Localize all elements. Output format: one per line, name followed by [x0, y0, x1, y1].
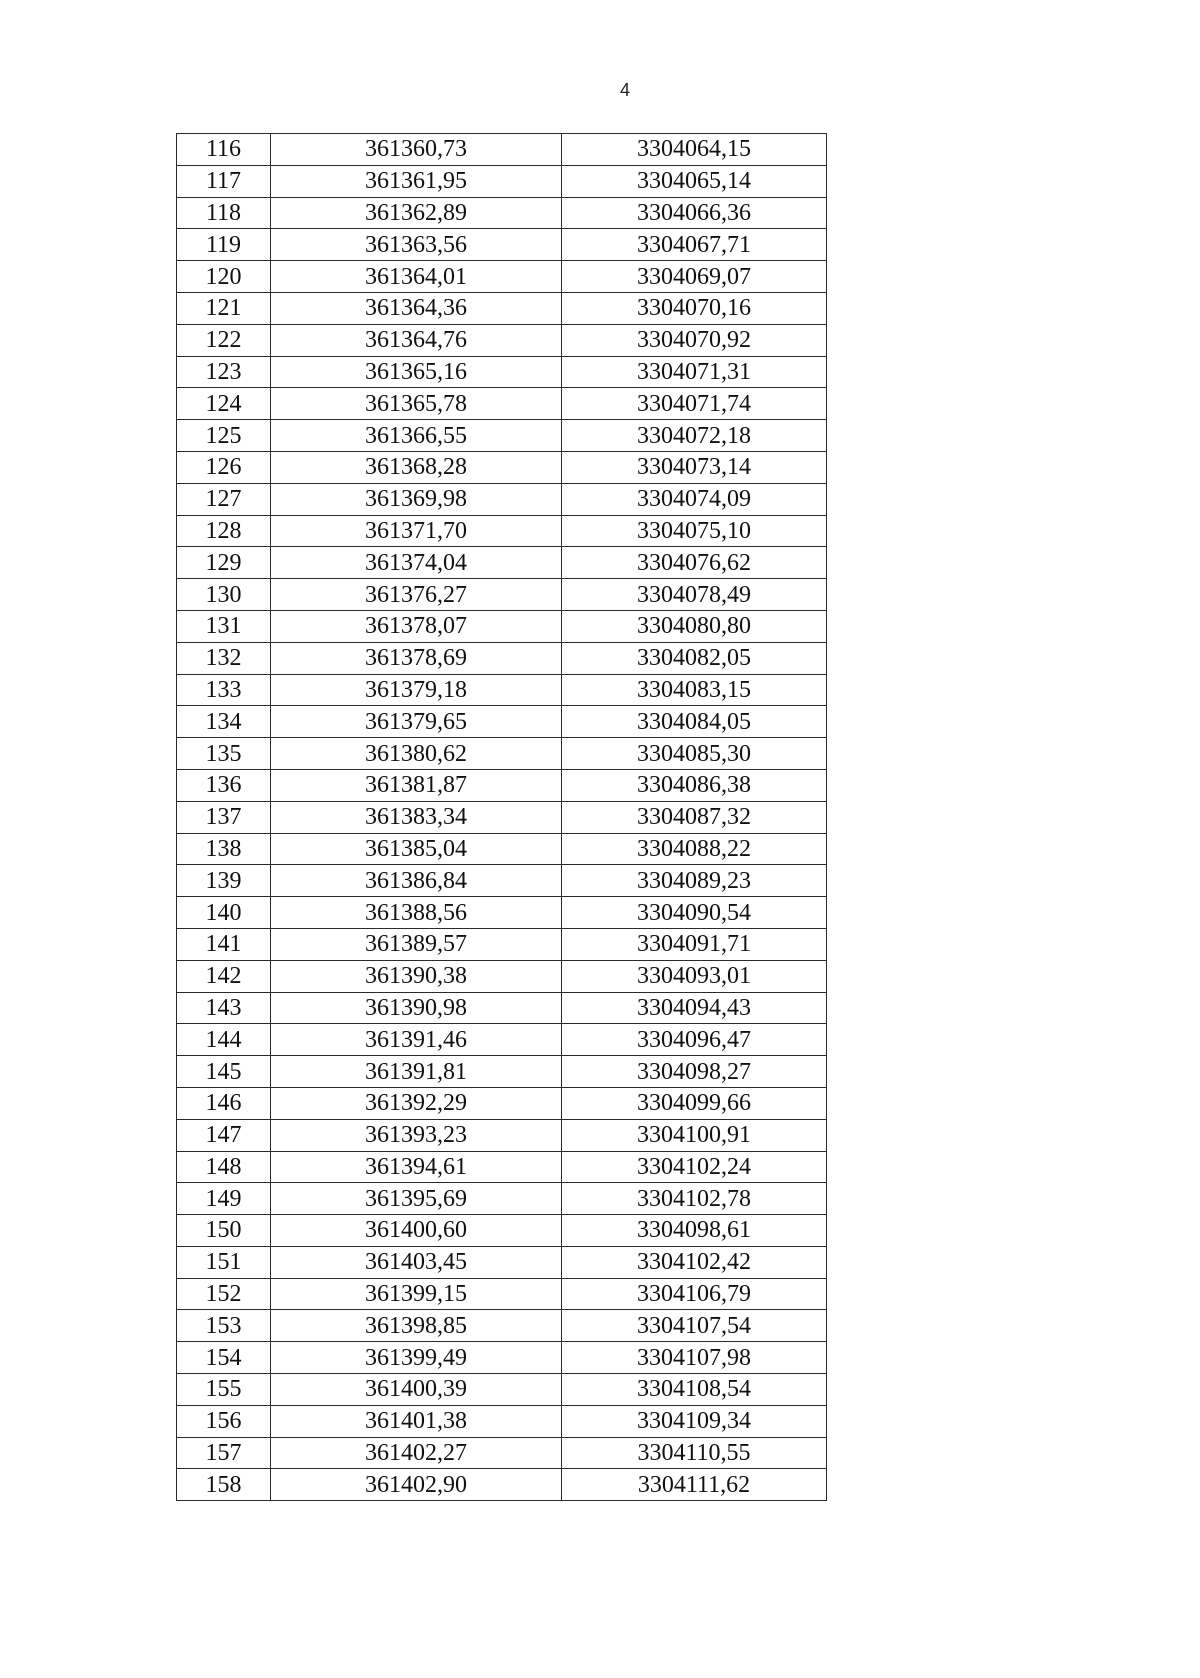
point-number-cell: 126: [177, 451, 271, 483]
table-row: [177, 1183, 827, 1215]
y-coordinate-cell: 3304098,27: [562, 1056, 827, 1088]
x-coordinate-cell: 361380,62: [271, 738, 562, 770]
table-row: [177, 801, 827, 833]
y-coordinate-cell: 3304111,62: [562, 1469, 827, 1501]
table-row: [177, 324, 827, 356]
point-number-cell: 128: [177, 515, 271, 547]
y-coordinate-cell: 3304102,42: [562, 1246, 827, 1278]
y-coordinate-cell: 3304066,36: [562, 197, 827, 229]
table-row: [177, 1310, 827, 1342]
x-coordinate-cell: 361388,56: [271, 897, 562, 929]
point-number-cell: 142: [177, 960, 271, 992]
table-row: [177, 388, 827, 420]
y-coordinate-cell: 3304098,61: [562, 1215, 827, 1247]
point-number-cell: 155: [177, 1374, 271, 1406]
point-number-cell: 154: [177, 1342, 271, 1374]
y-coordinate-cell: 3304091,71: [562, 928, 827, 960]
point-number-cell: 146: [177, 1087, 271, 1119]
table-row: [177, 706, 827, 738]
point-number-cell: 131: [177, 610, 271, 642]
y-coordinate-cell: 3304067,71: [562, 229, 827, 261]
x-coordinate-cell: 361393,23: [271, 1119, 562, 1151]
y-coordinate-cell: 3304100,91: [562, 1119, 827, 1151]
point-number-cell: 145: [177, 1056, 271, 1088]
y-coordinate-cell: 3304064,15: [562, 134, 827, 166]
x-coordinate-cell: 361374,04: [271, 547, 562, 579]
table-row: [177, 992, 827, 1024]
x-coordinate-cell: 361400,39: [271, 1374, 562, 1406]
table-row: [177, 642, 827, 674]
point-number-cell: 149: [177, 1183, 271, 1215]
x-coordinate-cell: 361390,38: [271, 960, 562, 992]
point-number-cell: 122: [177, 324, 271, 356]
point-number-cell: 158: [177, 1469, 271, 1501]
point-number-cell: 137: [177, 801, 271, 833]
table-row: [177, 292, 827, 324]
y-coordinate-cell: 3304088,22: [562, 833, 827, 865]
x-coordinate-cell: 361402,90: [271, 1469, 562, 1501]
x-coordinate-cell: 361361,95: [271, 165, 562, 197]
y-coordinate-cell: 3304085,30: [562, 738, 827, 770]
x-coordinate-cell: 361385,04: [271, 833, 562, 865]
y-coordinate-cell: 3304109,34: [562, 1405, 827, 1437]
point-number-cell: 150: [177, 1215, 271, 1247]
table-row: [177, 356, 827, 388]
table-row: [177, 1151, 827, 1183]
table-row: [177, 1246, 827, 1278]
point-number-cell: 152: [177, 1278, 271, 1310]
x-coordinate-cell: 361379,18: [271, 674, 562, 706]
x-coordinate-cell: 361376,27: [271, 579, 562, 611]
y-coordinate-cell: 3304078,49: [562, 579, 827, 611]
table-row: [177, 928, 827, 960]
point-number-cell: 116: [177, 134, 271, 166]
point-number-cell: 134: [177, 706, 271, 738]
y-coordinate-cell: 3304089,23: [562, 865, 827, 897]
x-coordinate-cell: 361364,01: [271, 261, 562, 293]
table-row: [177, 865, 827, 897]
table-row: [177, 769, 827, 801]
point-number-cell: 120: [177, 261, 271, 293]
x-coordinate-cell: 361379,65: [271, 706, 562, 738]
y-coordinate-cell: 3304086,38: [562, 769, 827, 801]
x-coordinate-cell: 361364,36: [271, 292, 562, 324]
x-coordinate-cell: 361399,49: [271, 1342, 562, 1374]
x-coordinate-cell: 361360,73: [271, 134, 562, 166]
point-number-cell: 118: [177, 197, 271, 229]
point-number-cell: 141: [177, 928, 271, 960]
x-coordinate-cell: 361391,46: [271, 1024, 562, 1056]
y-coordinate-cell: 3304074,09: [562, 483, 827, 515]
point-number-cell: 117: [177, 165, 271, 197]
x-coordinate-cell: 361364,76: [271, 324, 562, 356]
table-row: [177, 420, 827, 452]
x-coordinate-cell: 361389,57: [271, 928, 562, 960]
x-coordinate-cell: 361394,61: [271, 1151, 562, 1183]
y-coordinate-cell: 3304073,14: [562, 451, 827, 483]
point-number-cell: 156: [177, 1405, 271, 1437]
coordinates-table-body: [177, 134, 827, 1501]
x-coordinate-cell: 361392,29: [271, 1087, 562, 1119]
coordinates-table: [176, 133, 827, 1501]
table-row: [177, 1215, 827, 1247]
x-coordinate-cell: 361402,27: [271, 1437, 562, 1469]
x-coordinate-cell: 361395,69: [271, 1183, 562, 1215]
y-coordinate-cell: 3304070,92: [562, 324, 827, 356]
x-coordinate-cell: 361369,98: [271, 483, 562, 515]
point-number-cell: 136: [177, 769, 271, 801]
y-coordinate-cell: 3304084,05: [562, 706, 827, 738]
table-row: [177, 1469, 827, 1501]
table-row: [177, 197, 827, 229]
table-row: [177, 579, 827, 611]
x-coordinate-cell: 361403,45: [271, 1246, 562, 1278]
y-coordinate-cell: 3304083,15: [562, 674, 827, 706]
table-row: [177, 1342, 827, 1374]
point-number-cell: 129: [177, 547, 271, 579]
x-coordinate-cell: 361381,87: [271, 769, 562, 801]
table-row: [177, 833, 827, 865]
x-coordinate-cell: 361368,28: [271, 451, 562, 483]
x-coordinate-cell: 361371,70: [271, 515, 562, 547]
x-coordinate-cell: 361363,56: [271, 229, 562, 261]
y-coordinate-cell: 3304076,62: [562, 547, 827, 579]
point-number-cell: 148: [177, 1151, 271, 1183]
x-coordinate-cell: 361391,81: [271, 1056, 562, 1088]
y-coordinate-cell: 3304080,80: [562, 610, 827, 642]
x-coordinate-cell: 361378,07: [271, 610, 562, 642]
table-row: [177, 1437, 827, 1469]
table-row: [177, 1024, 827, 1056]
y-coordinate-cell: 3304094,43: [562, 992, 827, 1024]
point-number-cell: 125: [177, 420, 271, 452]
y-coordinate-cell: 3304082,05: [562, 642, 827, 674]
table-row: [177, 1087, 827, 1119]
table-row: [177, 1056, 827, 1088]
point-number-cell: 130: [177, 579, 271, 611]
table-row: [177, 134, 827, 166]
table-row: [177, 674, 827, 706]
point-number-cell: 119: [177, 229, 271, 261]
table-row: [177, 1405, 827, 1437]
x-coordinate-cell: 361383,34: [271, 801, 562, 833]
table-row: [177, 1278, 827, 1310]
point-number-cell: 132: [177, 642, 271, 674]
y-coordinate-cell: 3304096,47: [562, 1024, 827, 1056]
point-number-cell: 140: [177, 897, 271, 929]
point-number-cell: 151: [177, 1246, 271, 1278]
point-number-cell: 147: [177, 1119, 271, 1151]
point-number-cell: 153: [177, 1310, 271, 1342]
x-coordinate-cell: 361386,84: [271, 865, 562, 897]
x-coordinate-cell: 361365,78: [271, 388, 562, 420]
y-coordinate-cell: 3304071,31: [562, 356, 827, 388]
table-row: [177, 960, 827, 992]
point-number-cell: 124: [177, 388, 271, 420]
x-coordinate-cell: 361378,69: [271, 642, 562, 674]
point-number-cell: 139: [177, 865, 271, 897]
table-row: [177, 165, 827, 197]
table-row: [177, 1374, 827, 1406]
y-coordinate-cell: 3304070,16: [562, 292, 827, 324]
table-row: [177, 261, 827, 293]
x-coordinate-cell: 361400,60: [271, 1215, 562, 1247]
table-row: [177, 229, 827, 261]
x-coordinate-cell: 361398,85: [271, 1310, 562, 1342]
y-coordinate-cell: 3304065,14: [562, 165, 827, 197]
y-coordinate-cell: 3304107,54: [562, 1310, 827, 1342]
y-coordinate-cell: 3304069,07: [562, 261, 827, 293]
y-coordinate-cell: 3304087,32: [562, 801, 827, 833]
x-coordinate-cell: 361390,98: [271, 992, 562, 1024]
y-coordinate-cell: 3304099,66: [562, 1087, 827, 1119]
x-coordinate-cell: 361366,55: [271, 420, 562, 452]
point-number-cell: 121: [177, 292, 271, 324]
table-row: [177, 515, 827, 547]
point-number-cell: 127: [177, 483, 271, 515]
table-row: [177, 1119, 827, 1151]
y-coordinate-cell: 3304071,74: [562, 388, 827, 420]
table-row: [177, 483, 827, 515]
y-coordinate-cell: 3304075,10: [562, 515, 827, 547]
y-coordinate-cell: 3304102,78: [562, 1183, 827, 1215]
point-number-cell: 138: [177, 833, 271, 865]
point-number-cell: 133: [177, 674, 271, 706]
y-coordinate-cell: 3304106,79: [562, 1278, 827, 1310]
page-number: 4: [620, 80, 631, 100]
y-coordinate-cell: 3304107,98: [562, 1342, 827, 1374]
table-row: [177, 897, 827, 929]
x-coordinate-cell: 361399,15: [271, 1278, 562, 1310]
table-row: [177, 451, 827, 483]
point-number-cell: 135: [177, 738, 271, 770]
y-coordinate-cell: 3304110,55: [562, 1437, 827, 1469]
table-row: [177, 738, 827, 770]
table-row: [177, 547, 827, 579]
y-coordinate-cell: 3304072,18: [562, 420, 827, 452]
point-number-cell: 144: [177, 1024, 271, 1056]
table-row: [177, 610, 827, 642]
x-coordinate-cell: 361365,16: [271, 356, 562, 388]
y-coordinate-cell: 3304093,01: [562, 960, 827, 992]
x-coordinate-cell: 361362,89: [271, 197, 562, 229]
x-coordinate-cell: 361401,38: [271, 1405, 562, 1437]
point-number-cell: 157: [177, 1437, 271, 1469]
y-coordinate-cell: 3304090,54: [562, 897, 827, 929]
point-number-cell: 123: [177, 356, 271, 388]
y-coordinate-cell: 3304102,24: [562, 1151, 827, 1183]
point-number-cell: 143: [177, 992, 271, 1024]
y-coordinate-cell: 3304108,54: [562, 1374, 827, 1406]
